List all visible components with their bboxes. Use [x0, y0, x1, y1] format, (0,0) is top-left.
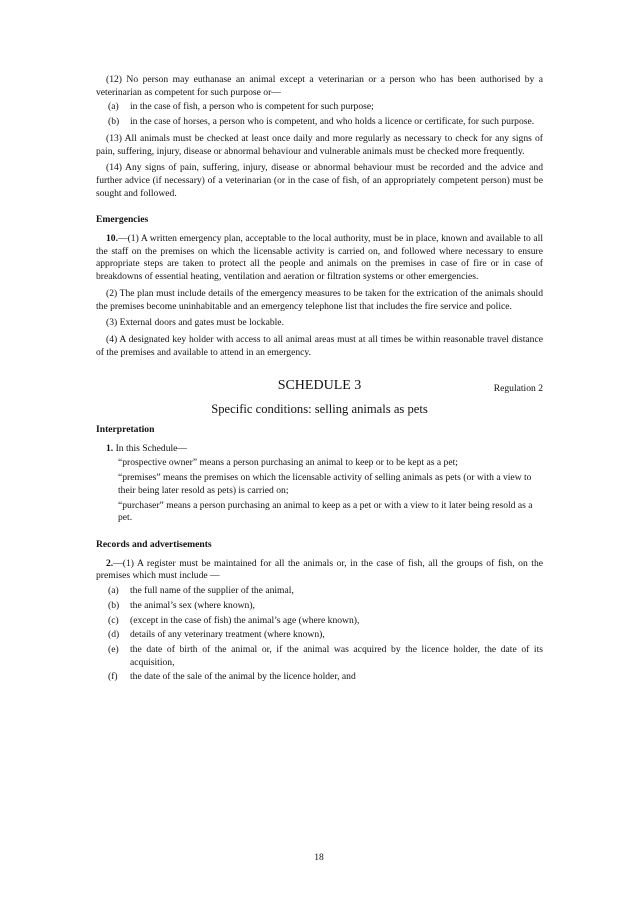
definition-item: “purchaser” means a person purchasing an animal to keep as a pet or with a view to it later being resold as a pet.: [118, 499, 533, 524]
item-label: (b): [108, 116, 120, 128]
item-text: in the case of fish, a person who is competent for such purpose;: [130, 101, 374, 113]
section-number: 2.: [106, 557, 114, 569]
item-label: (a): [108, 585, 119, 597]
schedule-title: SCHEDULE 3: [277, 378, 362, 394]
paragraph-text: In this Schedule—: [113, 442, 188, 454]
item-text: the full name of the supplier of the animal,: [130, 585, 294, 597]
paragraph-14: (14) Any signs of pain, suffering, injury, disease or abnormal behaviour must be recorded and the advice and further advice (if necessary) of a veterinarian (or in the case of fish, of an appropriately competent person) must be sought and followed.: [96, 162, 543, 199]
paragraph-2-1: [96, 558, 543, 583]
list-item: [96, 615, 543, 628]
schedule-header: [96, 380, 543, 398]
item-text: the date of birth of the animal or, if the animal was acquired by the licence holder, the date of its acquisition,: [130, 643, 543, 668]
paragraph-text: —(1) A register must be maintained for all the animals or, in the case of fish, all the groups of fish, on the premises which must include —: [96, 557, 543, 582]
paragraph-12: (12) No person may euthanase an animal except a veterinarian or a person who has been authorised by a veterinarian as competent for such purpose or—: [96, 74, 543, 98]
item-text: (except in the case of fish) the animal’s age (where known),: [130, 614, 360, 626]
item-text: details of any veterinary treatment (where known),: [130, 629, 325, 641]
paragraph-13: (13) All animals must be checked at least once daily and more regularly as necessary to check for any signs of pain, suffering, injury, disease or abnormal behaviour and vulnerable animals must be checked more frequently.: [96, 132, 543, 157]
list-item: [96, 101, 543, 114]
definition-item: “prospective owner” means a person purchasing an animal to keep or to be kept as a pet;: [118, 457, 458, 469]
paragraph-1: [96, 443, 543, 456]
item-label: (f): [108, 671, 118, 683]
list-item: [96, 644, 543, 669]
item-label: (b): [108, 599, 120, 611]
item-text: the date of the sale of the animal by the licence holder, and: [130, 671, 356, 683]
section-heading-emergencies: Emergencies: [96, 214, 149, 226]
schedule-subtitle: Specific conditions: selling animals as pets: [211, 402, 428, 417]
list-item: [96, 116, 543, 129]
paragraph-10-1: [96, 233, 543, 284]
item-text: the animal’s sex (where known),: [130, 599, 255, 611]
item-text: in the case of horses, a person who is competent, and who holds a licence or certificate, for such purpose.: [130, 116, 535, 128]
definition-item: “premises” means the premises on which the licensable activity of selling animals as pets (or with a view to their being later resold as pets) is carried on;: [118, 472, 532, 496]
paragraph-10-4: (4) A designated key holder with access to all animal areas must at all times be within reasonable travel distance of the premises and available to attend in an emergency.: [96, 333, 543, 358]
item-label: (a): [108, 101, 119, 113]
list-item: [96, 629, 543, 642]
page-number: 18: [314, 852, 324, 863]
item-label: (c): [108, 614, 119, 626]
paragraph-10-3: (3) External doors and gates must be lockable.: [106, 317, 284, 329]
list-item: [96, 585, 543, 598]
section-heading-interpretation: Interpretation: [96, 424, 155, 436]
regulation-reference: Regulation 2: [493, 383, 543, 395]
list-item: [96, 600, 543, 613]
section-number: 1.: [106, 442, 114, 454]
document-page: [96, 74, 543, 684]
paragraph-10-2: (2) The plan must include details of the emergency measures to be taken for the extrication of the animals should the premises become uninhabitable and an emergency telephone list that includes the fire service and police.: [96, 287, 543, 312]
item-label: (e): [108, 643, 119, 655]
section-heading-records: Records and advertisements: [96, 538, 212, 550]
list-item: [96, 671, 543, 684]
item-label: (d): [108, 629, 120, 641]
paragraph-text: —(1) A written emergency plan, acceptable to the local authority, must be in place, known and available to all the staff on the premises on which the licensable activity is carried on, and followed where necessary to ensure appropriate steps are taken to protect all the people and animals on the premises in case of fire or in case of breakdowns of essential heating, ventilation and aeration or filtration systems or other emergencies.: [96, 233, 543, 283]
section-number: 10.: [106, 233, 118, 245]
